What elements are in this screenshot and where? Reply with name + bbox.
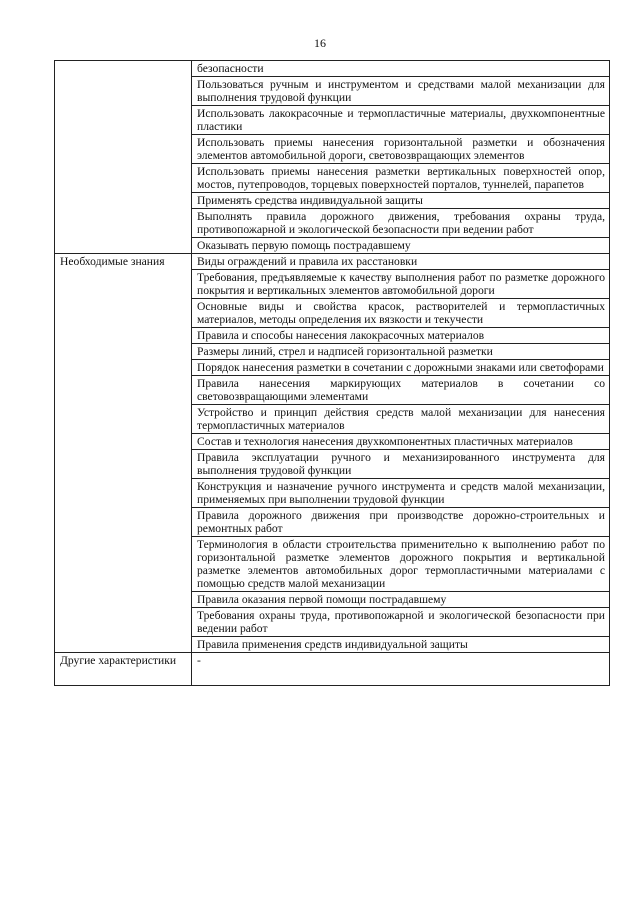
row-item: - [192, 653, 610, 686]
row-item: Выполнять правила дорожного движения, требования охраны труда, противопожарной и экологической безопасности при ведении работ [192, 209, 610, 238]
row-item: Правила применения средств индивидуальной защиты [192, 637, 610, 653]
row-item: Использовать приемы нанесения разметки вертикальных поверхностей опор, мостов, путепроводов, торцевых поверхностей порталов, туннелей, парапетов [192, 164, 610, 193]
row-item: Состав и технология нанесения двухкомпонентных пластичных материалов [192, 434, 610, 450]
row-item: безопасности [192, 61, 610, 77]
row-item: Оказывать первую помощь пострадавшему [192, 238, 610, 254]
row-item: Правила дорожного движения при производстве дорожно-строительных и ремонтных работ [192, 508, 610, 537]
row-label: Необходимые знания [55, 254, 192, 653]
row-label: Другие характеристики [55, 653, 192, 686]
row-item: Устройство и принцип действия средств малой механизации для нанесения термопластичных материалов [192, 405, 610, 434]
row-item: Требования охраны труда, противопожарной и экологической безопасности при ведении работ [192, 608, 610, 637]
row-item: Основные виды и свойства красок, растворителей и термопластичных материалов, методы определения их вязкости и текучести [192, 299, 610, 328]
row-item: Правила нанесения маркирующих материалов в сочетании со световозвращающими элементами [192, 376, 610, 405]
row-label [55, 61, 192, 254]
row-item: Правила оказания первой помощи пострадавшему [192, 592, 610, 608]
qualification-table [54, 60, 610, 686]
skill-row [55, 61, 610, 77]
row-item: Применять средства индивидуальной защиты [192, 193, 610, 209]
row-item: Требования, предъявляемые к качеству выполнения работ по разметке дорожного покрытия и вертикальных элементов автомобильной дороги [192, 270, 610, 299]
row-item: Правила эксплуатации ручного и механизированного инструмента для выполнения трудовой функции [192, 450, 610, 479]
row-item: Правила и способы нанесения лакокрасочных материалов [192, 328, 610, 344]
row-item: Использовать лакокрасочные и термопластичные материалы, двухкомпонентные пластики [192, 106, 610, 135]
row-item: Виды ограждений и правила их расстановки [192, 254, 610, 270]
row-item: Порядок нанесения разметки в сочетании с дорожными знаками или светофорами [192, 360, 610, 376]
row-item: Пользоваться ручным и инструментом и средствами малой механизации для выполнения трудовой функции [192, 77, 610, 106]
knowledge-row [55, 254, 610, 270]
row-item: Терминология в области строительства применительно к выполнению работ по горизонтальной разметке элементов дорожного покрытия и вертикальной разметке элементов автомобильных дорог термопластичными материалами с помощью средств малой механизации [192, 537, 610, 592]
other-characteristics-row [55, 653, 610, 686]
page-number: 16 [314, 36, 326, 50]
row-item: Размеры линий, стрел и надписей горизонтальной разметки [192, 344, 610, 360]
row-item: Использовать приемы нанесения горизонтальной разметки и обозначения элементов автомобильной дороги, световозвращающих элементов [192, 135, 610, 164]
row-item: Конструкция и назначение ручного инструмента и средств малой механизации, применяемых при выполнении трудовой функции [192, 479, 610, 508]
